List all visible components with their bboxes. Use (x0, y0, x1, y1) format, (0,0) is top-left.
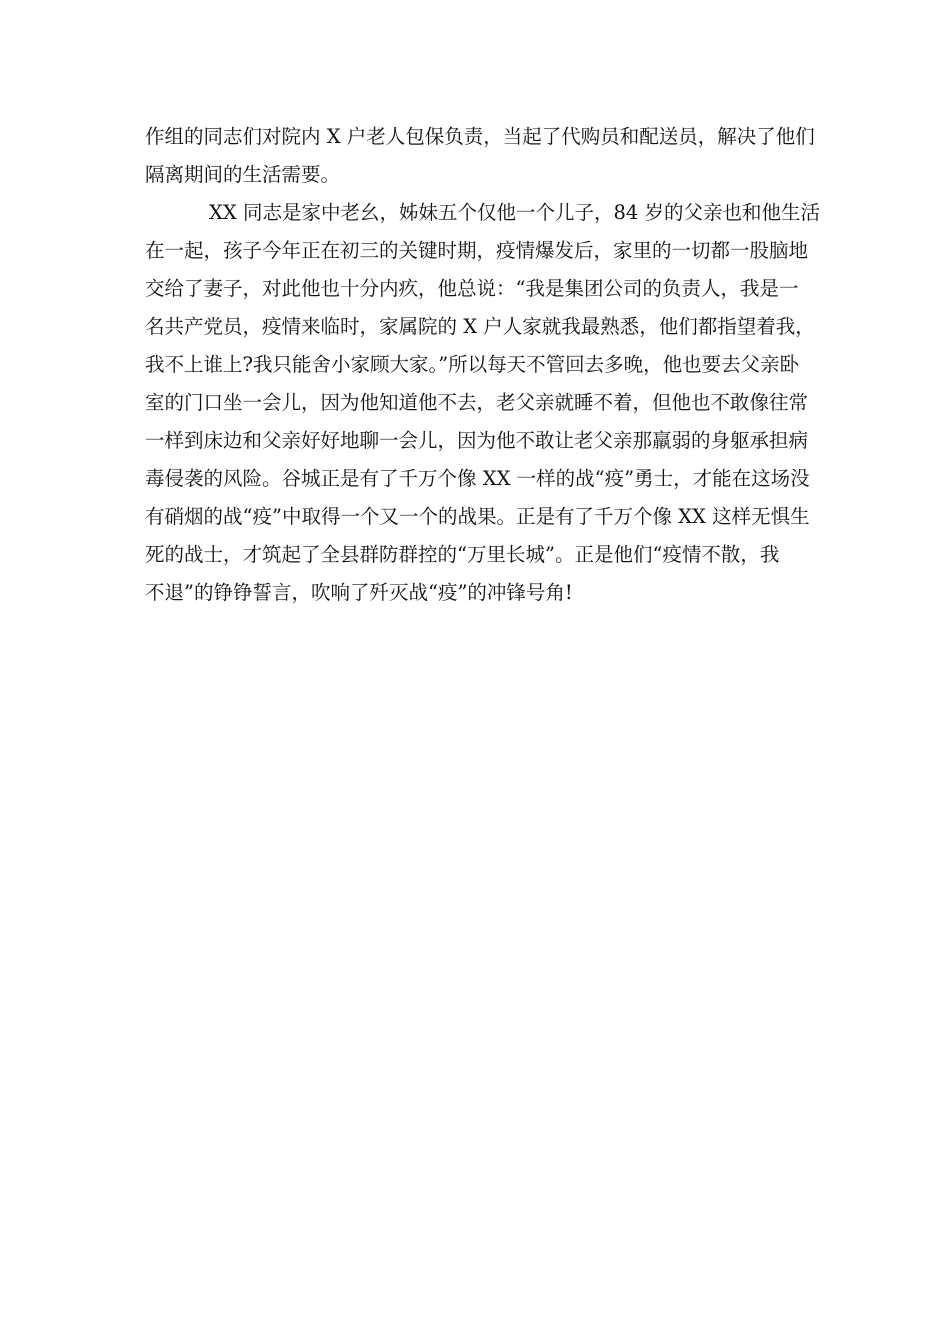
paragraph-line: 不退”的铮铮誓言，吹响了歼灭战“疫”的冲锋号角! (145, 581, 573, 604)
paragraph-line: 交给了妻子，对此他也十分内疚，他总说：“我是集团公司的负责人，我是一 (145, 277, 799, 300)
paragraph-line: 有硝烟的战“疫”中取得一个又一个的战果。正是有了千万个像 XX 这样无惧生 (145, 505, 810, 528)
paragraph-line: 我不上谁上?我只能舍小家顾大家。”所以每天不管回去多晚，他也要去父亲卧 (145, 353, 800, 376)
paragraph-2 (145, 194, 820, 612)
paragraph-line: 死的战士，才筑起了全县群防群控的“万里长城”。正是他们“疫情不散，我 (145, 543, 780, 566)
paragraph-line: XX 同志是家中老幺，姊妹五个仅他一个儿子，84 岁的父亲也和他生活 (209, 201, 820, 224)
paragraph-line: 一样到床边和父亲好好地聊一会儿，因为他不敢让老父亲那羸弱的身躯承担病 (145, 429, 809, 452)
paragraph-line: 毒侵袭的风险。谷城正是有了千万个像 XX 一样的战“疫”勇士，才能在这场没 (145, 467, 810, 490)
paragraph-line: 名共产党员，疫情来临时，家属院的 X 户人家就我最熟悉，他们都指望着我， (145, 315, 815, 338)
paragraph-line: 隔离期间的生活需要。 (145, 163, 341, 186)
document-body (145, 118, 820, 612)
paragraph-line: 在一起，孩子今年正在初三的关键时期，疫情爆发后，家里的一切都一股脑地 (145, 239, 809, 262)
paragraph-1 (145, 118, 815, 194)
paragraph-line: 作组的同志们对院内 X 户老人包保负责，当起了代购员和配送员，解决了他们 (145, 125, 815, 148)
paragraph-line: 室的门口坐一会儿，因为他知道他不去，老父亲就睡不着，但他也不敢像往常 (145, 391, 809, 414)
